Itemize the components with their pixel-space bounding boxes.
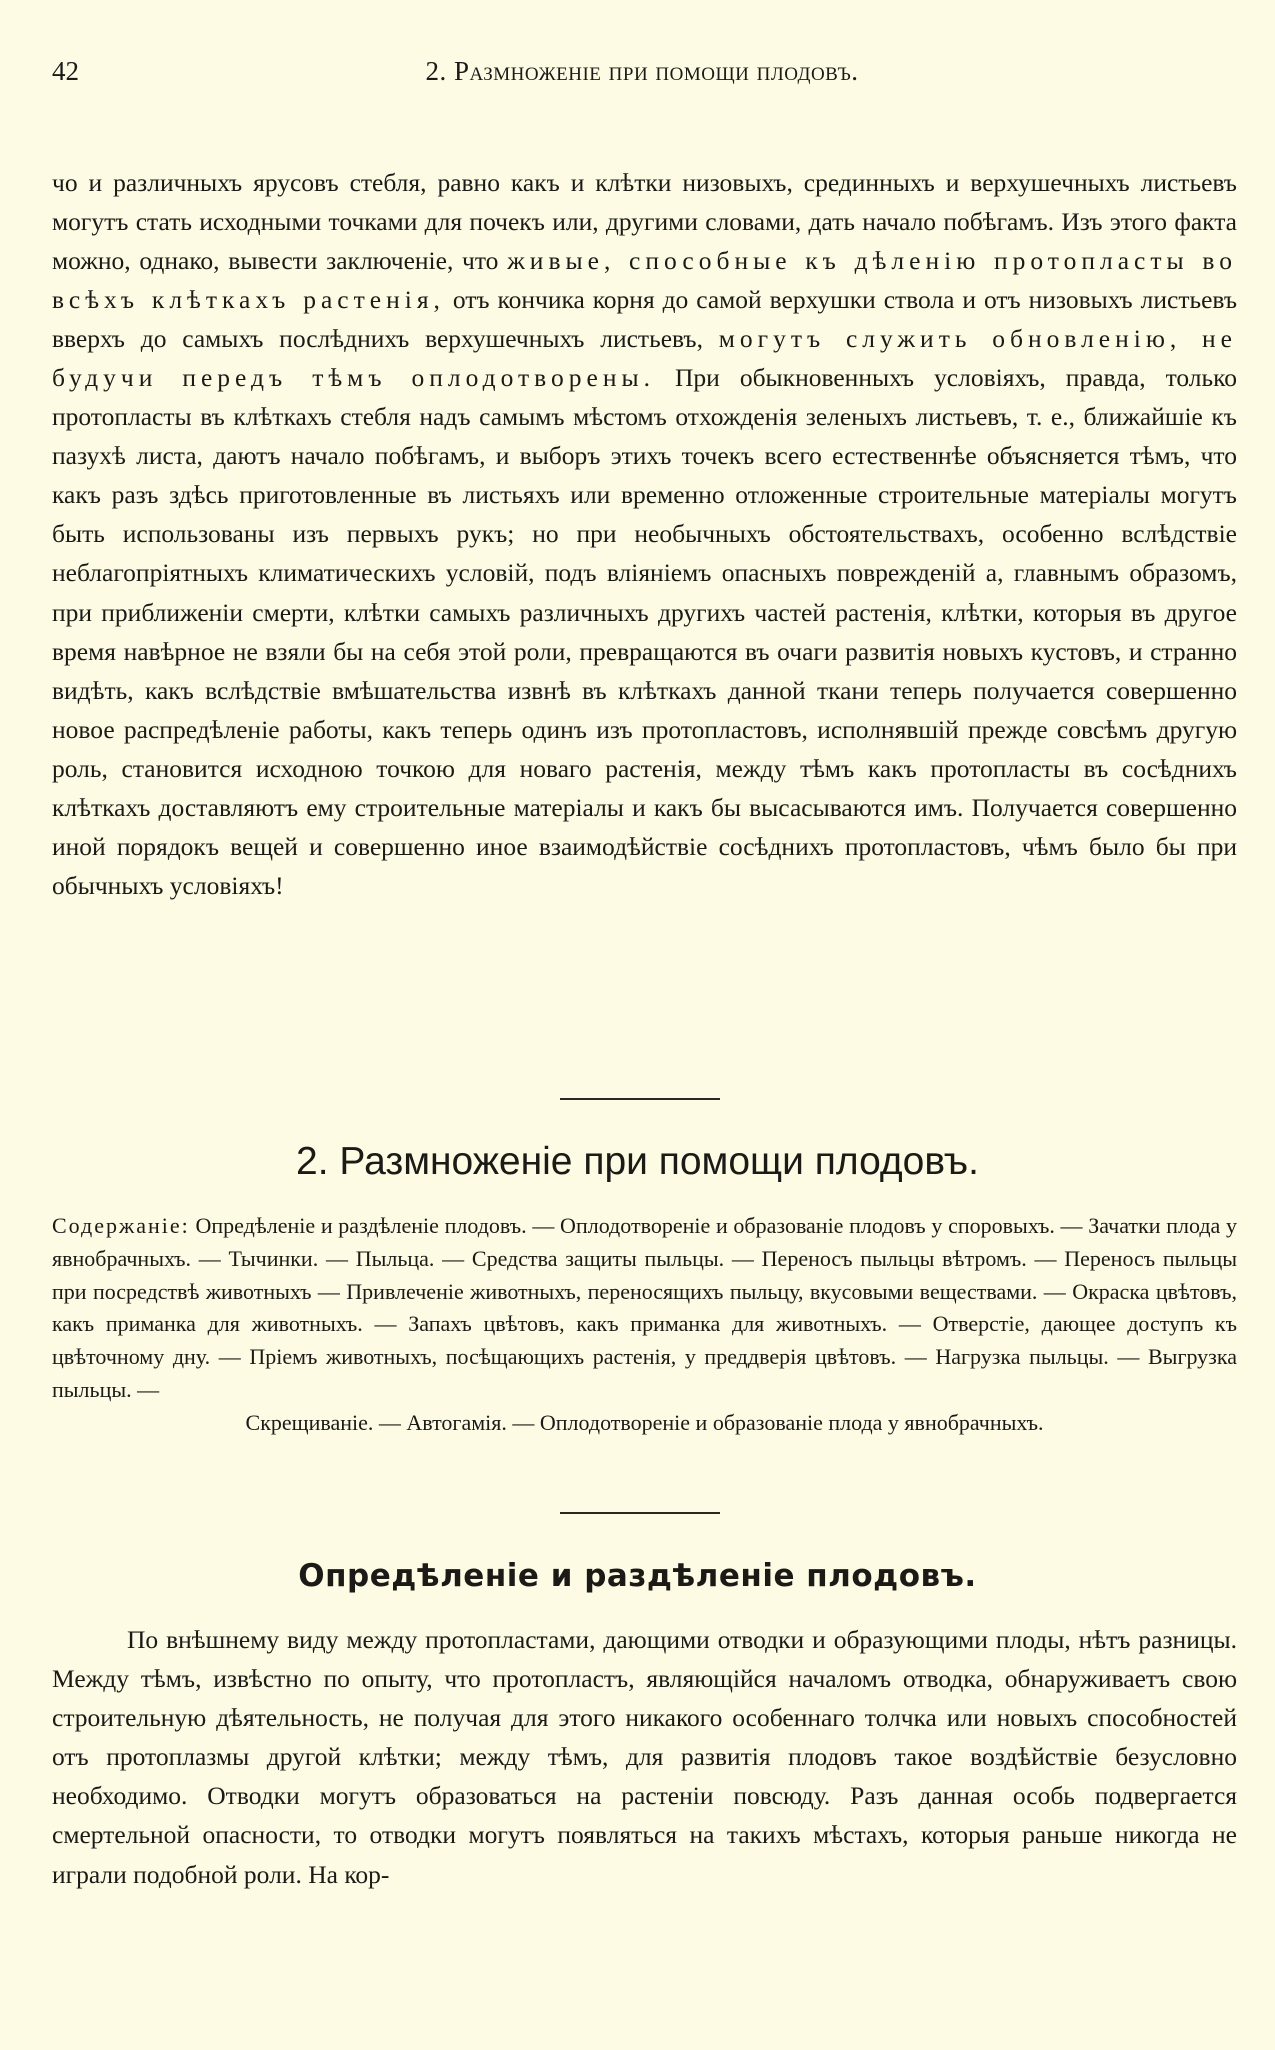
contents-last-line: Скрещиваніе. — Автогамія. — Оплодотвореніе и образованіе плода у явнобрачныхъ. <box>245 1409 1044 1435</box>
running-head <box>52 56 1232 92</box>
paragraph-1-text-b: отъ кончика корня до самой верхушки ствола и отъ низовыхъ листьевъ вверхъ до самыхъ послѣднихъ верхушечныхъ листьевъ, <box>52 284 1238 353</box>
section-divider-top <box>560 1098 720 1100</box>
subsection-heading: Опредѣленіе и раздѣленіе плодовъ. <box>298 1558 977 1594</box>
paragraph-1-text-c: При обыкновенныхъ условіяхъ, правда, только протопласты въ клѣткахъ стебля надъ самымъ мѣстомъ отхожденія зеленыхъ листьевъ, т. е., ближайшіе къ пазухѣ листа, даютъ начало побѣгамъ, и выборъ этихъ точекъ всего естественнѣе объясняется тѣмъ, что какъ разъ здѣсь приготовленные въ листьяхъ или временно отложенные строительные матеріалы могутъ быть использованы изъ первыхъ рукъ; но при необычныхъ обстоятельствахъ, особенно вслѣдствіе неблагопріятныхъ климатическихъ условій, подъ вліяніемъ опасныхъ поврежденій а, главнымъ образомъ, при приближеніи смерти, клѣтки самыхъ различныхъ другихъ частей растенія, клѣтки, которыя въ другое время навѣрное не взяли бы на себя этой роли, превращаются въ очаги развитія новыхъ кустовъ, и странно видѣть, какъ вслѣдствіе вмѣшательства извнѣ въ клѣткахъ данной ткани теперь получается совершенно новое распредѣленіе работы, какъ теперь одинъ изъ протопластовъ, исполнявшій прежде совсѣмъ другую роль, становится исходною точкою для новаго растенія, между тѣмъ какъ протопласты въ сосѣднихъ клѣткахъ доставляютъ ему строительные матеріалы и какъ бы высасываются имъ. Получается совершенно иной порядокъ вещей и совершенно иное взаимодѣйствіе сосѣднихъ протопластовъ, чѣмъ было бы при обычныхъ условіяхъ! <box>52 362 1237 901</box>
page-number: 42 <box>52 56 79 86</box>
paragraph-1-text-a: чо и различныхъ ярусовъ стебля, равно какъ и клѣтки низовыхъ, срединныхъ и верхушечныхъ листьевъ могутъ стать исходными точками для почекъ или, другими словами, дать начало побѣгамъ. Изъ этого факта можно, однако, вывести заключеніе, что <box>52 167 1237 275</box>
running-title: 2. Размноженіе при помощи плодовъ. <box>425 56 859 86</box>
contents-label: Содержаніе: <box>52 1213 190 1238</box>
emphasis-spaced-2: могутъ служить обновленію, не будучи передъ тѣмъ оплодотворены. <box>52 323 1237 392</box>
contents-body: Опредѣленіе и раздѣленіе плодовъ. — Оплодотвореніе и образованіе плодовъ у споровыхъ. — Зачатки плода у явнобрачныхъ. — Тычинки. — Пыльца. — Средства защиты пыльцы. — Переносъ пыльцы вѣтромъ. — Переносъ пыльцы при посредствѣ животныхъ — Привлеченіе животныхъ, переносящихъ пыльцу, вкусовыми веществами. — Окраска цвѣтовъ, какъ приманка для животныхъ. — Запахъ цвѣтовъ, какъ приманка для животныхъ. — Отверстіе, дающее доступъ къ цвѣточному дну. — Пріемъ животныхъ, посѣщающихъ растенія, у преддверія цвѣтовъ. — Нагрузка пыльцы. — Выгрузка пыльцы. — <box>52 1213 1237 1402</box>
section-title: 2. Размноженіе при помощи плодовъ. <box>296 1140 979 1183</box>
section-contents <box>52 1210 1237 1440</box>
contents-summary <box>52 1210 1237 1407</box>
emphasis-spaced-1: живые, способные къ дѣленію протопласты во всѣхъ клѣткахъ растенія, <box>52 245 1237 314</box>
body-paragraph-2: По внѣшнему виду между протопластами, дающими отводки и образующими плоды, нѣтъ разницы. Между тѣмъ, извѣстно по опыту, что протопластъ, являющійся началомъ отводка, обнаруживаетъ свою строительную дѣятельность, не получая для этого никакого особеннаго толчка или новыхъ способностей отъ протоплазмы другой клѣтки; между тѣмъ, для развитія плодовъ такое воздѣйствіе безусловно необходимо. Отводки могутъ образоваться на растеніи повсюду. Разъ данная особь подвергается смертельной опасности, то отводки могутъ появляться на такихъ мѣстахъ, которыя раньше никогда не играли подобной роли. На кор- <box>52 1625 1237 1889</box>
section-divider-bottom <box>560 1512 720 1514</box>
body-paragraph-1 <box>52 163 1237 906</box>
